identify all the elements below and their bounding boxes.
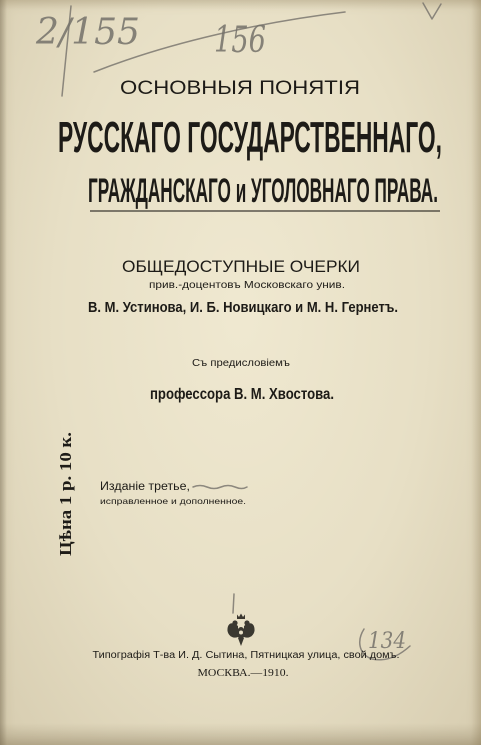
pre-title: ОСНОВНЫЯ ПОНЯТІЯ (120, 78, 360, 99)
preface-author: профессора В. М. Хвостова. (150, 386, 334, 403)
edition-note: исправленное и дополненное. (100, 496, 246, 506)
double-headed-eagle-icon (227, 614, 254, 647)
preface-prefix: Съ предисловіемъ (192, 357, 291, 369)
title-line-1: РУССКАГО ГОСУДАРСТВЕННАГО, (58, 113, 443, 162)
authors-names: В. М. Устинова, И. Б. Новицкаго и М. Н. Гернетъ. (88, 299, 398, 316)
pencil-check-mark (423, 3, 441, 19)
printer-imprint: Типографія Т-ва И. Д. Сытина, Пятницкая улица, свой домъ. (92, 650, 400, 661)
pencil-annotations (35, 3, 441, 660)
subtitle: ОБЩЕДОСТУПНЫЕ ОЧЕРКИ (122, 258, 360, 276)
title-line-2: ГРАЖДАНСКАГО и УГОЛОВНАГО ПРАВА. (88, 172, 438, 210)
city-year: МОСКВА.—1910. (197, 667, 289, 679)
edition-number: Изданіе третье, (100, 481, 190, 493)
pencil-tick (233, 594, 234, 613)
price-label: Цѣна 1 р. 10 к. (56, 444, 75, 556)
edition-dash (193, 486, 247, 489)
annotation-top-left: 2/155 (34, 12, 140, 53)
annotation-bottom-right: 134 (368, 629, 406, 654)
authors-prefix: прив.-доцентовъ Московскаго унив. (149, 280, 345, 291)
annotation-top-center: 156 (214, 20, 266, 61)
